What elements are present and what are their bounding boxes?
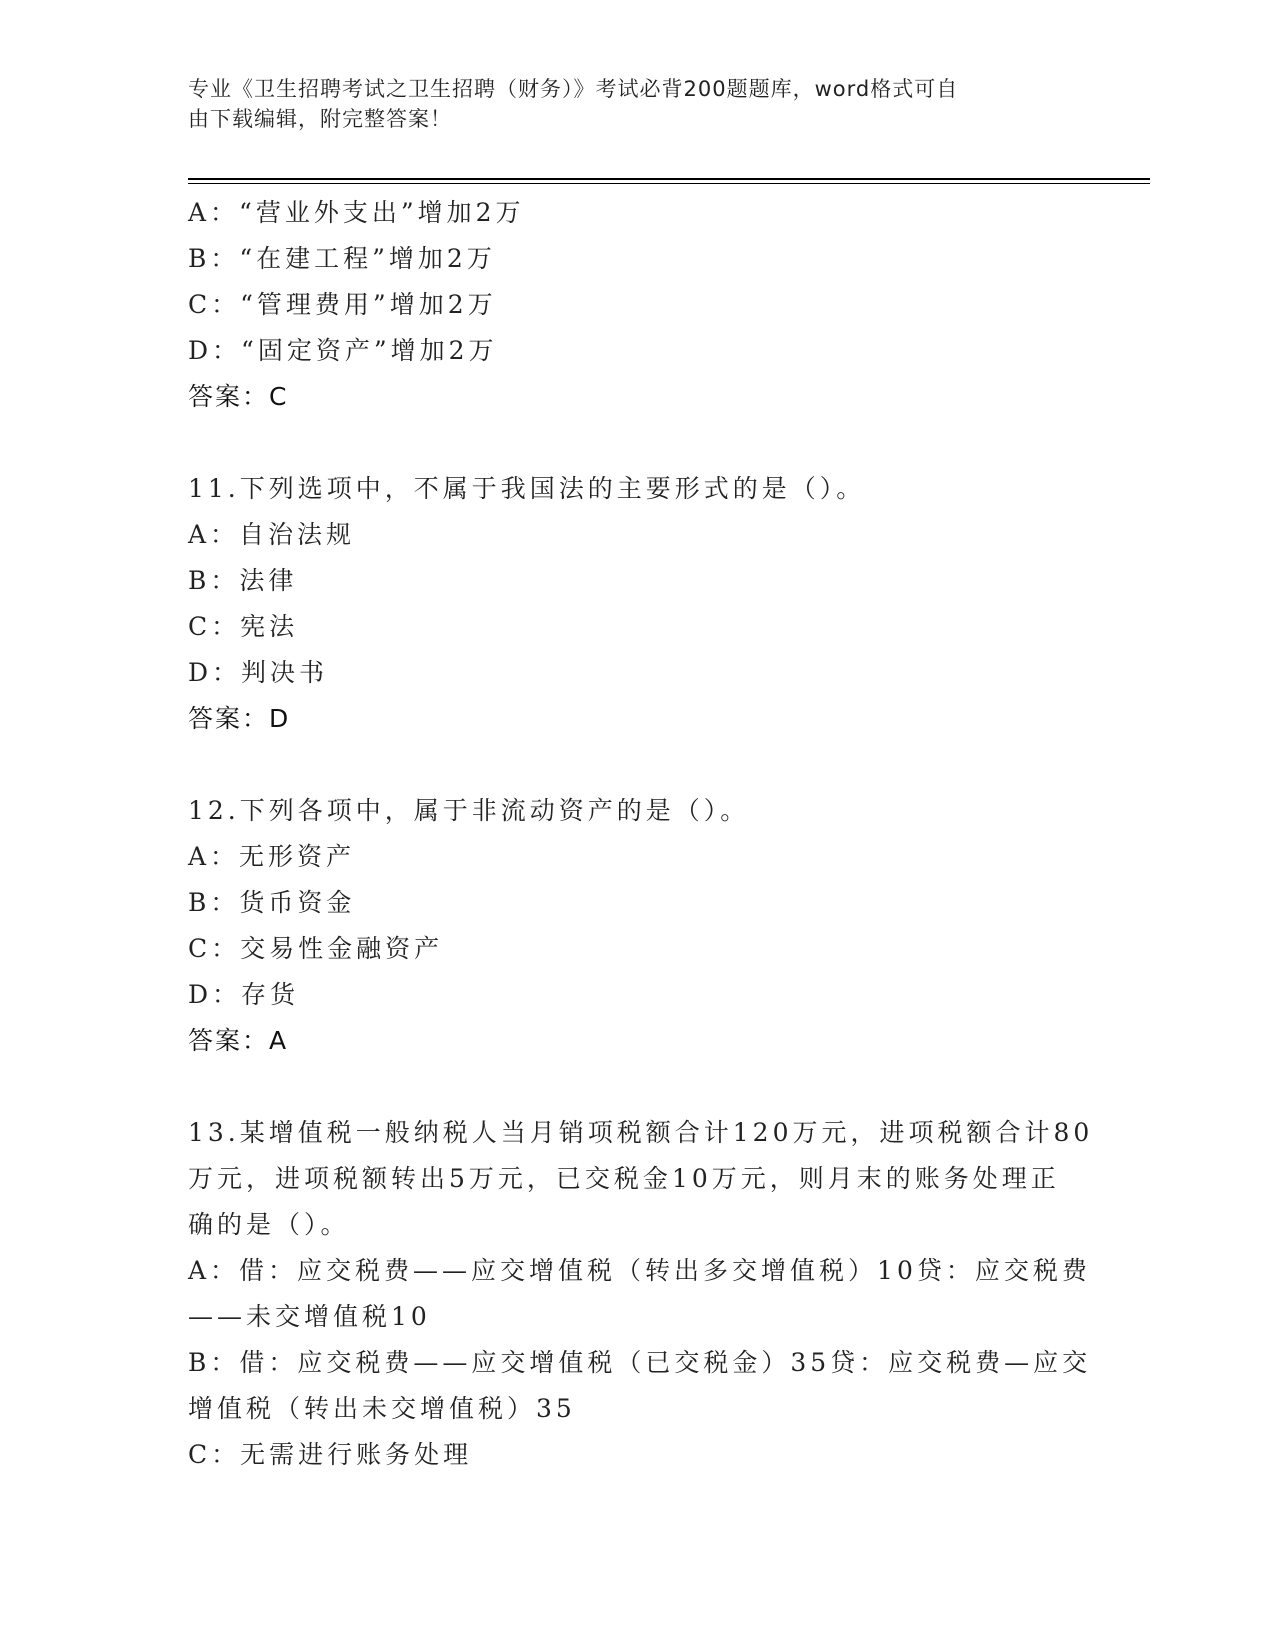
question-13	[188, 1110, 1094, 1478]
question-stem: 11.下列选项中，不属于我国法的主要形式的是（）。	[188, 474, 866, 503]
option-b-line-2: 增值税（转出未交增值税）35	[188, 1394, 576, 1423]
option-d: D：“固定资产”增加2万	[188, 336, 498, 365]
option-c: C：交易性金融资产	[188, 934, 444, 963]
question-stem-line-1: 13.某增值税一般纳税人当月销项税额合计120万元，进项税额合计80	[188, 1118, 1094, 1147]
option-a-line-2: ——未交增值税10	[188, 1302, 431, 1331]
option-b: B：法律	[188, 566, 298, 595]
option-b: B：货币资金	[188, 888, 356, 917]
option-a: A：自治法规	[188, 520, 356, 549]
answer-line: 答案：C	[188, 382, 289, 411]
question-stem: 12.下列各项中，属于非流动资产的是（）。	[188, 796, 750, 825]
question-stem-line-2: 万元，进项税额转出5万元，已交税金10万元，则月末的账务处理正	[188, 1164, 1060, 1193]
option-b-line-1: B：借：应交税费——应交增值税（已交税金）35贷：应交税费—应交	[188, 1348, 1092, 1377]
question-stem-line-3: 确的是（）。	[188, 1210, 350, 1239]
option-b: B：“在建工程”增加2万	[188, 244, 496, 273]
option-d: D：判决书	[188, 658, 329, 687]
option-a: A：无形资产	[188, 842, 356, 871]
answer-line: 答案：D	[188, 704, 291, 733]
option-d: D：存货	[188, 980, 300, 1009]
option-c: C：无需进行账务处理	[188, 1440, 473, 1469]
document-header	[188, 74, 1088, 134]
option-a-line-1: A：借：应交税费——应交增值税（转出多交增值税）10贷：应交税费	[188, 1256, 1091, 1285]
question-10	[188, 190, 1088, 420]
option-c: C：“管理费用”增加2万	[188, 290, 497, 319]
answer-line: 答案：A	[188, 1026, 289, 1055]
option-a: A：“营业外支出”增加2万	[188, 198, 525, 227]
header-divider-thin	[188, 183, 1150, 184]
header-line-1: 专业《卫生招聘考试之卫生招聘（财务）》考试必背200题题库，word格式可自	[188, 77, 959, 101]
question-list	[188, 190, 1094, 1478]
header-divider-thick	[188, 178, 1150, 180]
question-12	[188, 788, 1088, 1064]
question-11	[188, 466, 1088, 742]
option-c: C：宪法	[188, 612, 299, 641]
header-line-2: 由下载编辑，附完整答案！	[188, 107, 452, 131]
